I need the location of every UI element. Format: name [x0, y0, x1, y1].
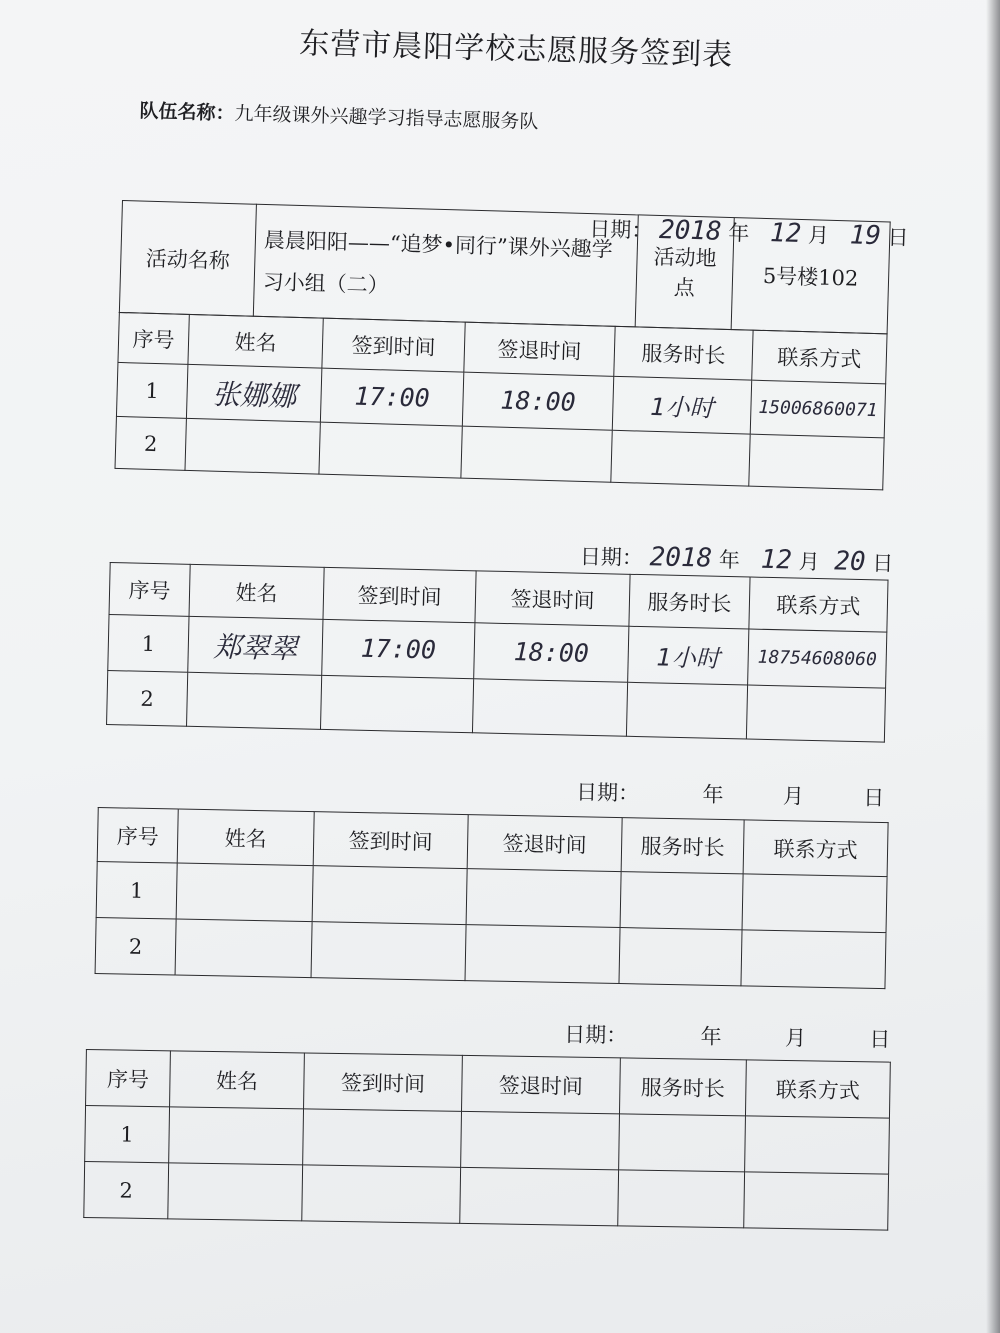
cell-name: [185, 418, 320, 474]
day-label: 日: [862, 785, 885, 811]
cell-no: 1: [85, 1106, 170, 1163]
day-label: 日: [869, 1027, 891, 1052]
date-label: 日期：: [564, 1022, 628, 1048]
header-signout: 签退时间: [462, 1055, 621, 1113]
day-label: 日: [871, 551, 894, 576]
cell-duration: [619, 928, 742, 986]
cell-contact: [742, 874, 887, 933]
header-contact: 联系方式: [745, 1060, 890, 1118]
header-no: 序号: [109, 563, 190, 617]
year-label: 年: [700, 1024, 722, 1049]
cell-signout: [472, 679, 627, 736]
signin-table: [114, 312, 887, 490]
cell-signout: 18:00: [462, 372, 613, 430]
cell-duration: [611, 430, 750, 486]
date-label: 日期：: [575, 780, 640, 806]
cell-contact: 18754608060: [748, 629, 887, 688]
activity-place-value: 5号楼102: [731, 218, 890, 334]
page-title: 东营市晨阳学校志愿服务签到表: [298, 25, 734, 74]
cell-name: [168, 1163, 303, 1221]
cell-signin: [320, 675, 473, 732]
cell-contact: 15006860071: [750, 380, 885, 438]
signin-table: [106, 562, 888, 743]
cell-duration: [620, 872, 743, 930]
cell-signin: [302, 1165, 461, 1223]
header-signin: 签到时间: [322, 318, 465, 372]
header-signin: 签到时间: [304, 1053, 463, 1111]
month-label: 月: [784, 1025, 807, 1051]
date-month: 12: [760, 544, 793, 576]
cell-signout: 18:00: [474, 623, 629, 682]
date-day: 19: [849, 220, 882, 252]
date-month: [728, 1044, 778, 1045]
header-no: 序号: [97, 808, 178, 864]
cell-signin: [312, 866, 467, 925]
cell-no: 2: [84, 1161, 169, 1218]
header-signout: 签退时间: [464, 322, 615, 376]
cell-signout: [460, 1167, 619, 1225]
activity-name-label: 活动名称: [119, 201, 256, 317]
cell-signin: [303, 1109, 462, 1167]
header-duration: 服务时长: [629, 574, 750, 629]
cell-contact: [745, 1116, 890, 1174]
header-contact: 联系方式: [743, 820, 888, 877]
cell-duration: [619, 1114, 746, 1172]
date-month: [730, 802, 776, 803]
paper-edge-shadow: [986, 0, 1000, 1333]
table-row: [84, 1161, 889, 1230]
month-label: 月: [798, 549, 820, 575]
header-name: 姓名: [188, 314, 323, 368]
cell-signout: [461, 426, 612, 482]
date-month: 12: [769, 218, 802, 249]
date-line: [564, 1019, 891, 1054]
header-name: 姓名: [177, 809, 314, 866]
cell-name: [187, 672, 322, 729]
cell-duration: [626, 682, 747, 739]
header-no: 序号: [86, 1050, 171, 1107]
signin-table: [83, 1049, 891, 1231]
date-day: [813, 1045, 863, 1046]
date-day: [810, 804, 856, 805]
date-year: [634, 1043, 694, 1044]
cell-no: 2: [95, 917, 176, 975]
cell-signin: 17:00: [320, 368, 463, 426]
date-label: 日期：: [589, 217, 653, 243]
cell-contact: [744, 1172, 889, 1230]
cell-name: [175, 919, 312, 978]
year-label: 年: [727, 220, 750, 246]
day-label: 日: [887, 225, 909, 250]
month-label: 月: [782, 784, 805, 809]
cell-contact: [746, 685, 885, 742]
cell-name: [169, 1107, 304, 1165]
cell-no: 1: [116, 362, 187, 418]
header-name: 姓名: [189, 564, 324, 619]
cell-no: 1: [108, 614, 189, 672]
cell-signin: [319, 422, 462, 478]
year-label: 年: [702, 782, 724, 808]
cell-signout: [461, 1111, 620, 1169]
cell-duration: 1小时: [628, 626, 749, 685]
cell-name: 张娜娜: [186, 364, 321, 422]
cell-no: 2: [115, 416, 186, 470]
date-day: 20: [833, 546, 866, 578]
header-contact: 联系方式: [752, 330, 887, 384]
header-signin: 签到时间: [323, 567, 476, 622]
header-contact: 联系方式: [749, 577, 888, 632]
header-no: 序号: [118, 312, 189, 364]
signin-table: [95, 807, 889, 989]
cell-contact: [749, 434, 884, 490]
activity-name-value: 晨晨阳阳——“追梦•同行”课外兴趣学习小组（二）: [253, 204, 638, 327]
cell-no: 2: [107, 670, 188, 726]
cell-signin: [311, 922, 466, 981]
date-year: [646, 801, 696, 802]
year-label: 年: [718, 547, 741, 573]
date-line: [576, 776, 885, 812]
header-signout: 签退时间: [467, 815, 622, 872]
header-signin: 签到时间: [313, 812, 468, 869]
cell-contact: [741, 930, 886, 989]
header-duration: 服务时长: [614, 326, 753, 380]
cell-duration: 1小时: [612, 376, 751, 434]
cell-signout: [465, 925, 620, 984]
cell-duration: [618, 1170, 745, 1228]
activity-place-label: 活动地点: [635, 215, 734, 330]
cell-signout: [466, 869, 621, 928]
cell-name: [176, 863, 313, 922]
team-label: 队伍名称：: [139, 99, 235, 125]
cell-no: 1: [96, 861, 177, 919]
header-duration: 服务时长: [619, 1058, 746, 1116]
header-signout: 签退时间: [475, 571, 630, 626]
cell-signin: 17:00: [322, 619, 475, 678]
header-duration: 服务时长: [621, 818, 744, 874]
month-label: 月: [807, 223, 830, 248]
team-name: 九年级课外兴趣学习指导志愿服务队: [234, 102, 539, 134]
cell-name: 郑翠翠: [188, 616, 323, 675]
date-label: 日期：: [579, 544, 644, 571]
date-year: 2018: [658, 215, 723, 247]
date-year: 2018: [649, 542, 713, 574]
header-name: 姓名: [170, 1051, 305, 1109]
